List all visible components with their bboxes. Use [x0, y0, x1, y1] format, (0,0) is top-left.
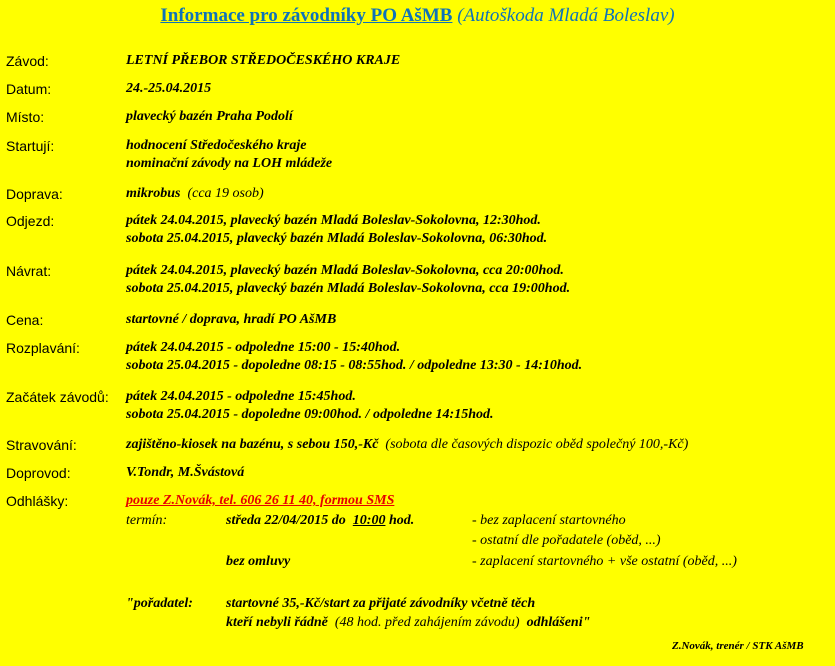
termin-date: středa 22/04/2015 do	[226, 513, 353, 528]
doprava-vehicle: mikrobus	[126, 186, 181, 201]
stravovani-main: zajištěno-kiosek na bazénu, s sebou 150,-Kč	[126, 437, 379, 452]
label-doprovod: Doprovod:	[6, 465, 71, 481]
label-startuji: Startují:	[6, 138, 55, 154]
startuji-line-2: nominační závody na LOH mládeže	[126, 156, 333, 171]
label-navrat: Návrat:	[6, 263, 52, 279]
value-zacatek	[126, 388, 494, 424]
poradatel-line-2-end: odhlášeni"	[523, 615, 591, 630]
rozplavani-line-2: sobota 25.04.2015 - dopoledne 08:15 - 08:55hod. / odpoledne 13:30 - 14:10hod.	[126, 358, 583, 373]
termin-note-2: - ostatní dle pořadatele (oběd, ...)	[472, 533, 661, 548]
label-rozplavani: Rozplavání:	[6, 340, 80, 356]
doprava-note: (cca 19 osob)	[180, 186, 264, 201]
value-misto: plavecký bazén Praha Podolí	[126, 109, 293, 124]
termin-time: 10:00	[352, 513, 386, 528]
poradatel-label: "pořadatel:	[126, 596, 193, 611]
label-doprava: Doprava:	[6, 186, 63, 202]
label-stravovani: Stravování:	[6, 437, 77, 453]
poradatel-line-2-note: (48 hod. před zahájením závodu)	[331, 615, 524, 630]
poradatel-line-2-start: kteří nebyli řádně	[226, 615, 332, 630]
label-misto: Místo:	[6, 109, 45, 125]
value-cena: startovné / doprava, hradí PO AšMB	[126, 312, 337, 327]
termin-note-1: - bez zaplacení startovného	[472, 513, 626, 528]
value-rozplavani	[126, 339, 582, 375]
label-cena: Cena:	[6, 312, 44, 328]
value-doprava	[126, 185, 264, 203]
startuji-line-1: hodnocení Středočeského kraje	[126, 138, 307, 153]
poradatel-line-1: startovné 35,-Kč/start za přijaté závodníky včetně těch	[226, 596, 536, 611]
value-datum: 24.-25.04.2015	[126, 81, 212, 96]
value-startuji	[126, 137, 332, 173]
termin-deadline	[226, 513, 414, 529]
value-odjezd	[126, 212, 547, 248]
label-datum: Datum:	[6, 81, 52, 97]
termin-hod: hod.	[385, 513, 415, 528]
rozplavani-line-1: pátek 24.04.2015 - odpoledne 15:00 - 15:40hod.	[126, 340, 401, 355]
value-doprovod: V.Tondr, M.Švástová	[126, 465, 245, 480]
page-title: Informace pro závodníky PO AšMB	[160, 5, 453, 26]
footer-signature: Z.Novák, trenér / STK AšMB	[672, 640, 804, 652]
value-odhlasky: pouze Z.Novák, tel. 606 26 11 40, formou SMS	[126, 493, 395, 508]
navrat-line-2: sobota 25.04.2015, plavecký bazén Mladá Boleslav-Sokolovna, cca 19:00hod.	[126, 281, 571, 296]
navrat-line-1: pátek 24.04.2015, plavecký bazén Mladá Boleslav-Sokolovna, cca 20:00hod.	[126, 263, 564, 278]
value-stravovani	[126, 436, 688, 454]
zacatek-line-1: pátek 24.04.2015 - odpoledne 15:45hod.	[126, 389, 356, 404]
zacatek-line-2: sobota 25.04.2015 - dopoledne 09:00hod. / odpoledne 14:15hod.	[126, 407, 494, 422]
label-zavod: Závod:	[6, 53, 49, 69]
page-subtitle: (Autoškoda Mladá Boleslav)	[457, 5, 675, 26]
termin-note-3: - zaplacení startovného + vše ostatní (oběd, ...)	[472, 554, 737, 569]
odjezd-line-1: pátek 24.04.2015, plavecký bazén Mladá Boleslav-Sokolovna, 12:30hod.	[126, 213, 541, 228]
stravovani-note: (sobota dle časových dispozic oběd společný 100,-Kč)	[378, 437, 689, 452]
bez-omluvy: bez omluvy	[226, 554, 291, 569]
value-navrat	[126, 262, 570, 298]
label-odhlasky: Odhlášky:	[6, 493, 69, 509]
poradatel-line-2	[226, 615, 590, 631]
value-zavod: LETNÍ PŘEBOR STŘEDOČESKÉHO KRAJE	[126, 53, 401, 68]
odjezd-line-2: sobota 25.04.2015, plavecký bazén Mladá Boleslav-Sokolovna, 06:30hod.	[126, 231, 548, 246]
label-zacatek: Začátek závodů:	[6, 389, 109, 405]
label-odjezd: Odjezd:	[6, 213, 55, 229]
page-header	[0, 5, 835, 27]
termin-label: termín:	[126, 513, 168, 528]
